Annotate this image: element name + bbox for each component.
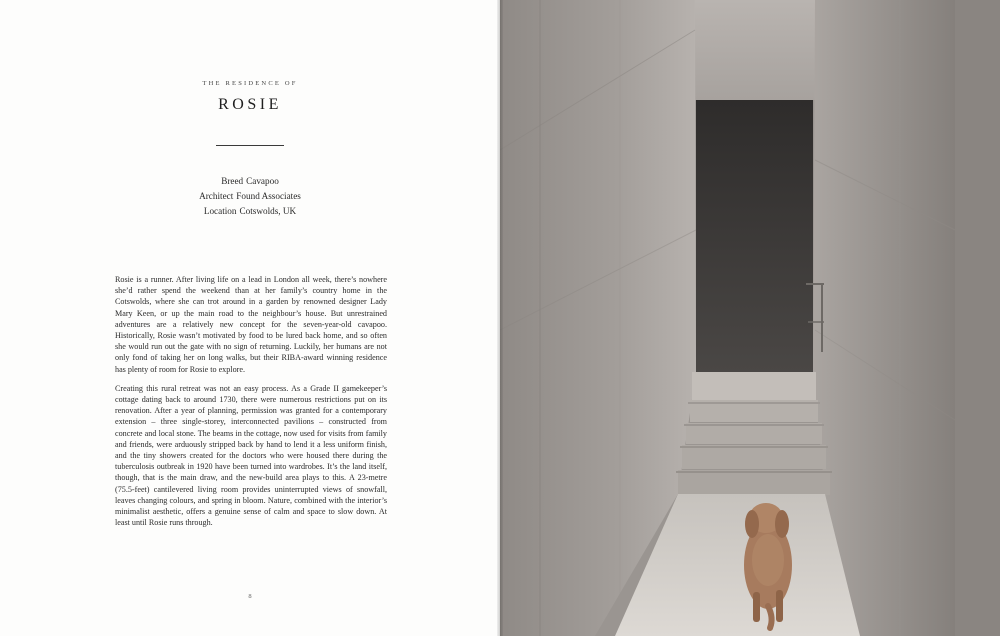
- title-divider: [216, 145, 284, 146]
- fact-value: Found Associates: [236, 191, 301, 201]
- fact-label: Architect: [199, 191, 234, 201]
- staircase: [676, 372, 832, 495]
- page-number: 8: [248, 593, 252, 600]
- fact-value: Cavapoo: [246, 176, 279, 186]
- facts-list: [0, 174, 500, 219]
- dog-corridor-photo: [500, 0, 1000, 636]
- body-text: [115, 274, 387, 536]
- paragraph: Rosie is a runner. After living life on a lead in London all week, there’s nowhere she’d rather spend the weekend than at her family’s country home in the Cotswolds, where she can trot around in a garden by renowned designer Lady Mary Keen, or up the main road to the neighbour’s house. But unrestrained adventures are a relatively new concept for the seven-year-old cavapoo. Historically, Rosie wasn’t motivated by food to be lured back home, and so often she would run out the gate with no sign of returning. Luckily, her humans are not only fond of taking her on long walks, but their RIBA-award winning residence has plenty of room for Rosie to explore.: [115, 275, 387, 374]
- back-wall-top: [695, 0, 815, 100]
- fact-breed: [0, 174, 500, 189]
- doorway: [696, 100, 813, 372]
- fact-architect: [0, 189, 500, 204]
- outer-wall-right: [955, 0, 1000, 636]
- residence-name: ROSIE: [218, 96, 282, 113]
- fact-location: [0, 204, 500, 219]
- paragraph: Creating this rural retreat was not an easy process. As a Grade II gamekeeper’s cottage dating back to around 1730, there were numerous restrictions put on its renovation. After a year of planning, permission was granted for a contemporary extension – three single-storey, interconnected pavilions – constructed from concrete and local stone. The beams in the cottage, now used for visits from family and friends, were arduously stripped back by hand to lend it a less uniform finish, and the tiny showers created for the doctors who were housed there during the tuberculosis outbreak in 1920 have been turned into wardrobes. It’s the land itself, though, that is the main draw, and the new-build area plays to this. A 23-metre (75.5-feet) cantilevered living room provides uninterrupted views of snowfall, leaves changing colours, and spring in bloom. Nature, combined with the interior’s minimalist aesthetic, offers a genuine sense of calm and space to slow down. At least until Rosie runs through.: [115, 383, 387, 528]
- book-gutter: [497, 0, 503, 636]
- fact-label: Breed: [221, 176, 244, 186]
- fact-label: Location: [203, 206, 237, 216]
- photo-illustration: [500, 0, 1000, 636]
- fact-value: Cotswolds, UK: [239, 206, 297, 216]
- section-kicker: THE RESIDENCE OF: [202, 80, 298, 87]
